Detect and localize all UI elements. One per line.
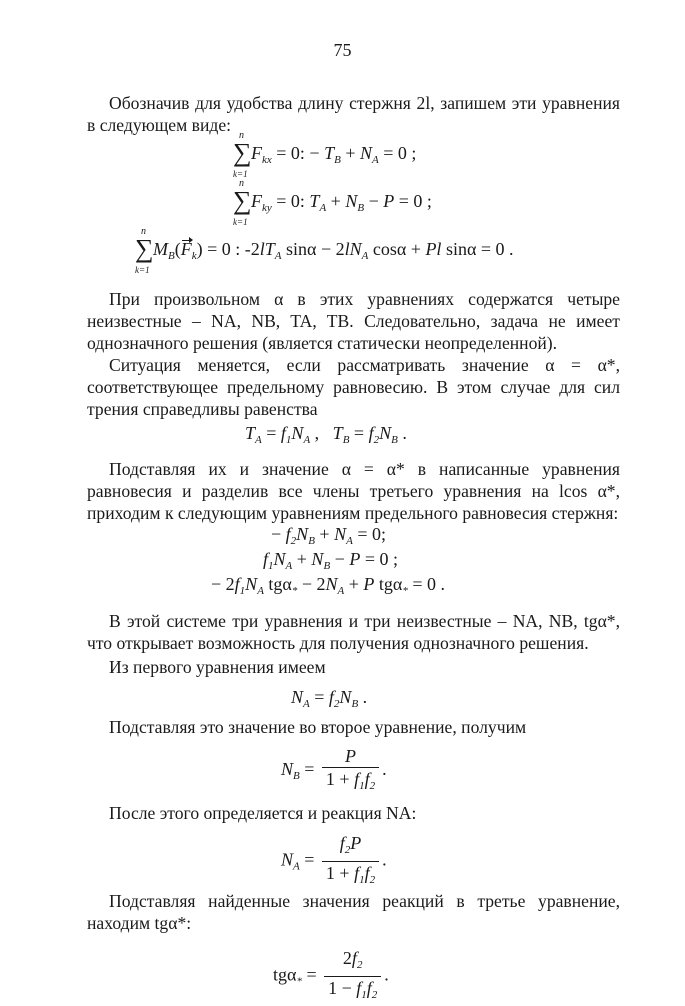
equation-nb-result: $N_B$ = $\frac{P}{1 + f_1f_2}$ .	[281, 746, 387, 792]
equation-system-2: $f_1N_A + N_B - P = 0$ ;	[263, 549, 398, 572]
equation-system-3: − $2f_1N_A$ $tg\alpha_* - 2N_A + P$ tgα$_*$ = 0 .	[211, 574, 446, 597]
paragraph-three-unknowns: В этой системе три уравнения и три неизвестные – NA, NB, tgα*, что открывает возможность для получения однозначного решения.	[87, 611, 620, 653]
paragraph-second-equation: Подставляя это значение во второе уравнение, получим	[109, 717, 527, 737]
equation-sum-moments: ∑ n k=1 $M_B(F_k) = 0$ : $-2lT_A$ $\sin\alpha - 2lN_A$ cosα + Pl sinα = 0 .	[135, 226, 514, 275]
equation-sum-fy: ∑ n k=1 $F_{ky} = 0$: $T_A + N_B - P = 0$ ;	[233, 178, 432, 227]
paragraph-intro: Обозначив для удобства длину стержня 2l, запишем эти уравнения в следующем виде:	[87, 93, 620, 135]
paragraph-limit-equilibrium: Ситуация меняется, если рассматривать значение α = α*, соответствующее предельному равновесию. В этом случае для сил трения справедливы равенства	[87, 355, 620, 419]
page-number: 75	[333, 40, 352, 60]
paragraph-first-equation: Из первого уравнения имеем	[109, 657, 326, 677]
paragraph-reaction-na: После этого определяется и реакция NA:	[109, 803, 417, 823]
equation-sum-fx: ∑ n k=1 $F_{kx} = 0$: − $T_B + N_A = 0$ ;	[233, 130, 417, 179]
equation-system-1: − $f_2N_B + N_A = 0$;	[271, 524, 386, 547]
equation-na-from-first: $N_A = f_2N_B$ .	[291, 687, 368, 710]
equation-na-result: $N_A$ = $\frac{f_2P}{1 + f_1f_2}$ .	[281, 833, 387, 886]
equation-friction: $T_A = f_1N_A$ , $T_B = f_2N_B$ .	[245, 423, 407, 446]
paragraph-unknowns: При произвольном α в этих уравнениях содержатся четыре неизвестные – NA, NB, TA, TB. Следовательно, задача не имеет однозначного решения (является статически неопределенной).	[87, 289, 620, 353]
paragraph-substitution: Подставляя их и значение α = α* в написанные уравнения равновесия и разделив все члены третьего уравнения на lcos α*, приходим к следующим уравнениям предельного равновесия стержня:	[87, 459, 620, 523]
paragraph-third-equation: Подставляя найденные значения реакций в третье уравнение, находим tgα*:	[87, 891, 620, 933]
equation-tg-result: tgα$_*$ = $\frac{2f_2}{1 - f_1f_2}$ .	[273, 948, 389, 1001]
